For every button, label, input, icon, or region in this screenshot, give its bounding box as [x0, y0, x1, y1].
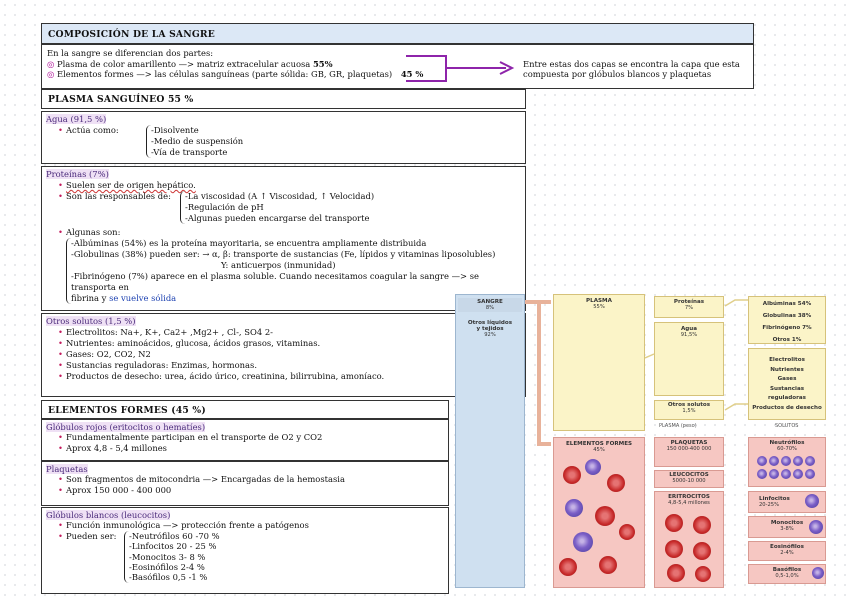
intro-section	[41, 44, 754, 89]
red-cell-icon	[607, 474, 625, 492]
intro-item-formes: ◎ Elementos formes —> las células sanguíneas (parte sólida: GB, GR, plaquetas) 45 %	[47, 69, 424, 79]
neutrophil-icon	[793, 469, 803, 479]
white-cell-icon	[573, 532, 593, 552]
blancos-tipos: • Pueden ser: -Neutrófilos 60 -70 % -Linfocitos 20 - 25 % -Monocitos 3- 8 % -Eosinófilos 2-4 % -Basófilos 0,5 -1 %	[66, 531, 444, 583]
agua-list: -Disolvente -Medio de suspensión -Vía de transporte	[146, 125, 243, 158]
red-cell-icon	[693, 542, 711, 560]
fig-elementos-formes: ELEMENTOS FORMES 45%	[553, 437, 645, 588]
fig-sangre: SANGRE 8% Otros líquidos y tejidos 92%	[455, 294, 525, 588]
white-cell-icon	[585, 459, 601, 475]
solutos-item: • Electrolitos: Na+, K+, Ca2+ ,Mg2+ , Cl-, SO4 2-	[66, 327, 521, 338]
rojos-item: • Aprox 4,8 - 5,4 millones	[66, 443, 444, 453]
red-cell-icon	[595, 506, 615, 526]
proteinas-section	[41, 166, 526, 311]
fig-linfocitos: Linfocitos 20-25%	[748, 491, 826, 513]
plaquetas-title: Plaquetas	[46, 464, 88, 474]
plasma-header: PLASMA SANGUÍNEO 55 %	[41, 89, 526, 109]
fig-proteinas-detalle: Albúminas 54% Globulinas 38% Fibrinógeno 7% Otros 1%	[748, 296, 826, 344]
neutrophil-icon	[793, 456, 803, 466]
fig-plasma: PLASMA 55%	[553, 294, 645, 431]
red-cell-icon	[665, 540, 683, 558]
plaquetas-item: • Son fragmentos de mitocondria —> Encargadas de la hemostasia	[66, 474, 444, 484]
solutos-section	[41, 313, 526, 397]
solutos-item: • Sustancias reguladoras: Enzimas, hormonas.	[66, 360, 521, 371]
plaquetas-item: • Aprox 150 000 - 400 000	[66, 485, 444, 495]
rojos-section	[41, 419, 449, 461]
fig-plaquetas: PLAQUETAS 150 000-400 000	[654, 437, 724, 467]
rojos-item: • Fundamentalmente participan en el transporte de O2 y CO2	[66, 432, 444, 442]
rojos-title: Glóbulos rojos (eritocitos o hematíes)	[46, 422, 206, 432]
red-cell-icon	[559, 558, 577, 576]
neutrophil-icon	[769, 469, 779, 479]
fig-solutos-label: SOLUTOS	[775, 423, 799, 429]
fig-connector-icon	[525, 294, 553, 454]
intro-item-plasma: ◎ Plasma de color amarillento —> matriz extracelular acuosa 55%	[47, 58, 333, 69]
proteinas-tipos: -Albúminas (54%) es la proteína mayoritaria, se encuentra ampliamente distribuida -Globulinas (38%) pueden ser: → α, β: transporte de sustancias (Fe, lípidos y vitaminas liposolubles) Y: anticuerpos (inmunidad) -Fibrinógeno (7%) aparece en el plasma soluble. Cuando necesitamos coagular la sangre —> se transporta en fibrina y se vuelve sólida	[66, 238, 511, 304]
fig-monocitos: Monocitos 3-8%	[748, 516, 826, 538]
formes-header: ELEMENTOS FORMES (45 %)	[41, 400, 449, 419]
agua-bullet: • Actúa como:	[66, 125, 140, 136]
solutos-item: • Gases: O2, CO2, N2	[66, 349, 521, 360]
neutrophil-icon	[781, 469, 791, 479]
fig-leucocitos: LEUCOCITOS 5000-10 000	[654, 470, 724, 488]
neutrophil-icon	[805, 456, 815, 466]
fig-plasma-connector-icon	[645, 294, 750, 434]
lymphocyte-icon	[805, 494, 819, 508]
red-cell-icon	[693, 516, 711, 534]
neutrophil-icon	[805, 469, 815, 479]
solutos-item: • Nutrientes: aminoácidos, glucosa, ácidos grasos, vitaminas.	[66, 338, 521, 349]
fig-proteinas: Proteínas 7%	[654, 296, 724, 318]
blancos-section	[41, 507, 449, 594]
monocyte-icon	[809, 520, 823, 534]
basophil-icon	[812, 567, 824, 579]
fig-eosinofilos: Eosinófilos 2-4%	[748, 541, 826, 561]
blancos-title: Glóbulos blancos (leucocitos)	[46, 510, 171, 520]
proteinas-responsables: • Son las responsables de: -La viscosidad (A ↑ Viscosidad, ↑ Velocidad) -Regulación de pH -Algunas pueden encargarse del transporte	[66, 191, 521, 224]
red-cell-icon	[695, 566, 711, 582]
page-title: COMPOSICIÓN DE LA SANGRE	[41, 23, 754, 44]
fig-agua: Agua 91,5%	[654, 322, 724, 396]
white-cell-icon	[565, 499, 583, 517]
bracket-arrow-icon	[406, 54, 518, 84]
fig-otros-solutos: Otros solutos 1,5%	[654, 400, 724, 420]
solutos-item: • Productos de desecho: urea, ácido úrico, creatinina, bilirrubina, amoníaco.	[66, 371, 521, 382]
fig-solutos-detalle: Electrolitos Nutrientes Gases Sustancias reguladoras Productos de desecho	[748, 348, 826, 420]
solutos-title: Otros solutos (1,5 %)	[46, 316, 136, 326]
fig-eritrocitos: ERITROCITOS 4,8-5,4 millones	[654, 491, 724, 588]
fig-neutrofilos: Neutrófilos 60-70%	[748, 437, 826, 487]
proteinas-algunas: • Algunas son:	[66, 227, 521, 238]
intro-line: En la sangre se diferencian dos partes:	[47, 48, 214, 58]
intro-note: Entre estas dos capas se encontra la capa que esta compuesta por glóbulos blancos y plaquetas	[523, 59, 740, 79]
blancos-funcion: • Función inmunológica —> protección frente a patógenos	[66, 520, 444, 530]
neutrophil-icon	[781, 456, 791, 466]
red-cell-icon	[599, 556, 617, 574]
agua-title: Agua (91,5 %)	[46, 114, 107, 124]
proteinas-origen: • Suelen ser de origen hepático.	[66, 180, 521, 191]
plaquetas-section	[41, 461, 449, 506]
red-cell-icon	[563, 466, 581, 484]
fig-basofilos: Basófilos 0,5-1,0%	[748, 564, 826, 584]
neutrophil-icon	[757, 456, 767, 466]
fig-plasma-peso-label: PLASMA (peso)	[659, 423, 697, 429]
agua-section	[41, 111, 526, 164]
neutrophil-icon	[769, 456, 779, 466]
red-cell-icon	[619, 524, 635, 540]
neutrophil-icon	[757, 469, 767, 479]
red-cell-icon	[665, 514, 683, 532]
red-cell-icon	[667, 564, 685, 582]
proteinas-title: Proteínas (7%)	[46, 169, 109, 179]
blood-composition-figure	[455, 294, 835, 588]
